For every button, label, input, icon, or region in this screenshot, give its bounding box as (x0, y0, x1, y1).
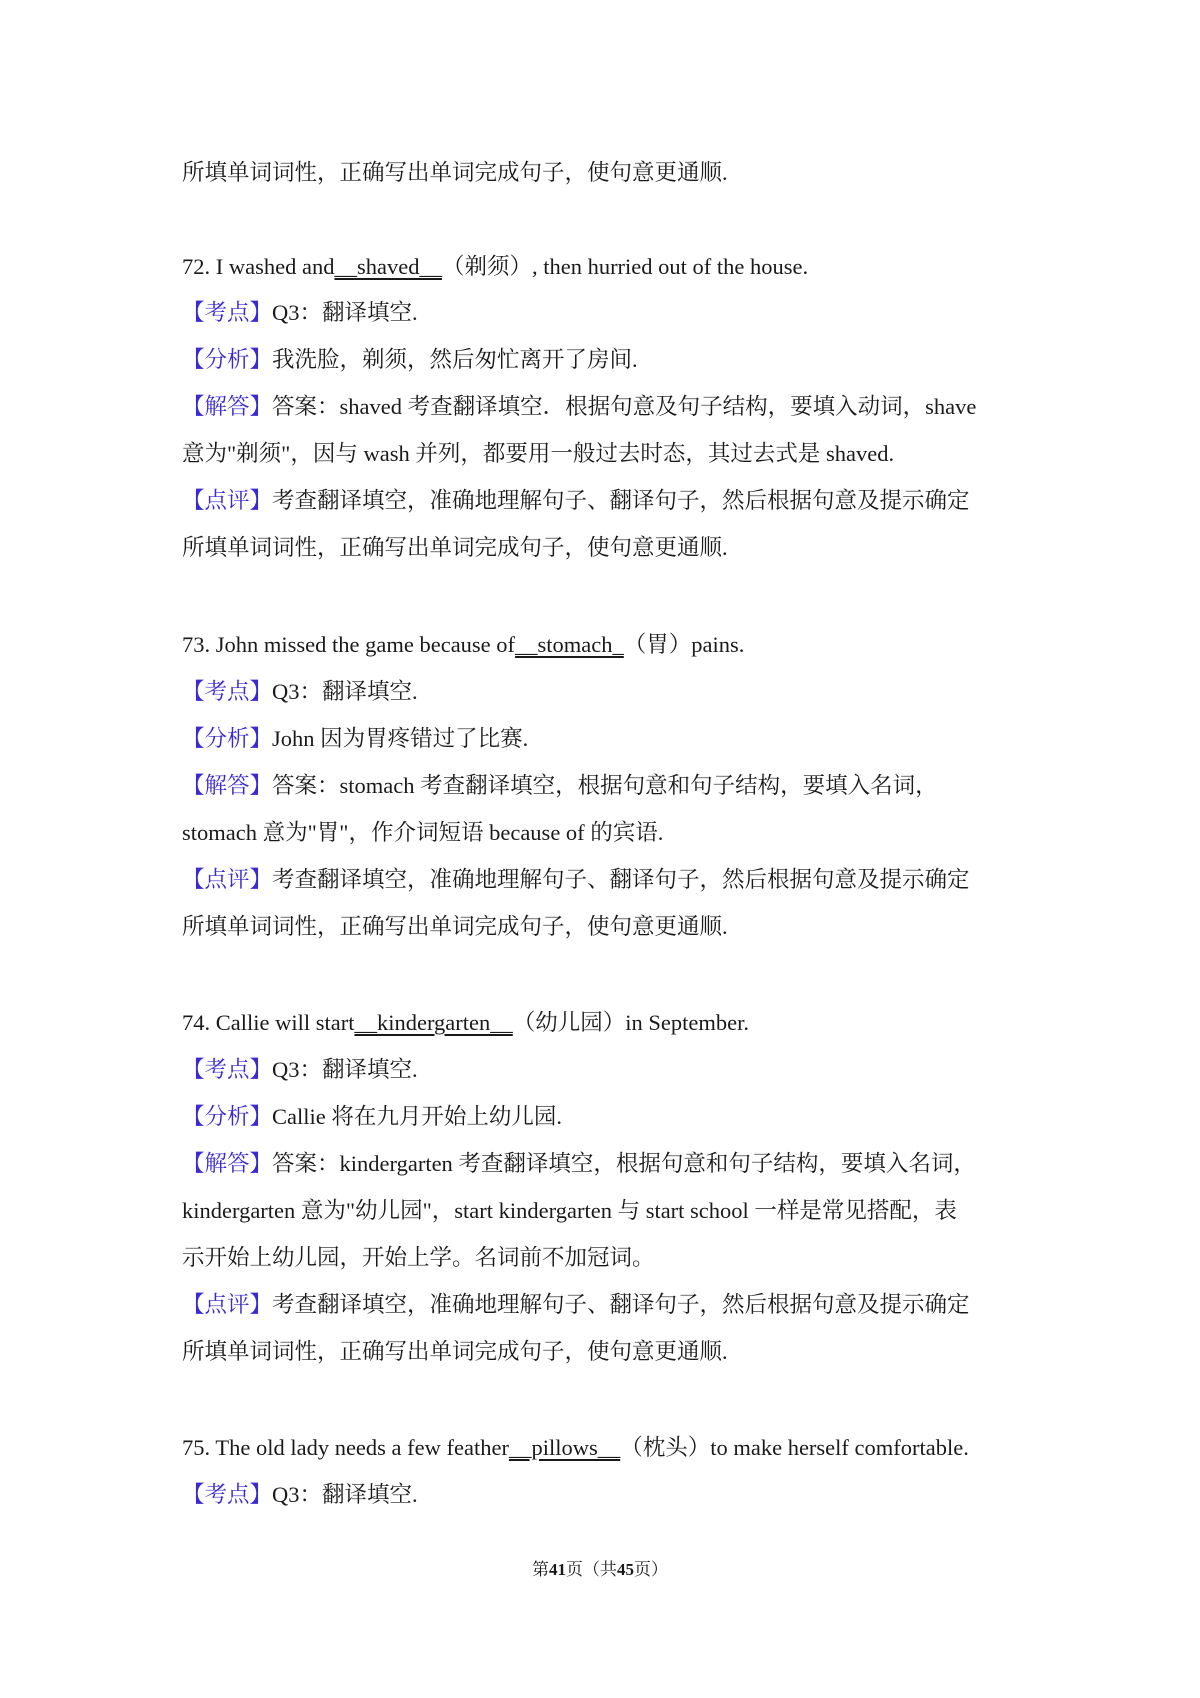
total-page-number: 45 (617, 1560, 634, 1579)
tag-dianping: 【点评】 (182, 867, 273, 892)
dianping-72: 【点评】考查翻译填空，准确地理解句子、翻译句子，然后根据句意及提示确定 (182, 488, 970, 513)
current-page-number: 41 (549, 1560, 566, 1579)
tag-jieda: 【解答】 (182, 394, 273, 419)
dianping-73: 【点评】考查翻译填空，准确地理解句子、翻译句子，然后根据句意及提示确定 (182, 867, 970, 892)
answer-blank-72: __shaved__ (334, 254, 442, 279)
question-74: 74. Callie will start__kindergarten__（幼儿园）in September. (182, 1010, 750, 1035)
fenxi-73: 【分析】John 因为胃疼错过了比赛. (182, 726, 529, 751)
fenxi-72: 【分析】我洗脸，剃须，然后匆忙离开了房间. (182, 347, 638, 372)
dianping-72-cont: 所填单词词性，正确写出单词完成句子，使句意更通顺. (182, 535, 728, 560)
tag-fenxi: 【分析】 (182, 347, 273, 372)
kaodian-75: 【考点】Q3：翻译填空. (182, 1482, 418, 1507)
jieda-74-cont: kindergarten 意为"幼儿园"，start kindergarten 与 start school 一样是常见搭配，表 (182, 1198, 957, 1223)
fenxi-74: 【分析】Callie 将在九月开始上幼儿园. (182, 1104, 563, 1129)
tag-kaodian: 【考点】 (182, 1057, 273, 1082)
tag-jieda: 【解答】 (182, 1151, 273, 1176)
tag-kaodian: 【考点】 (182, 1482, 273, 1507)
dianping-74-cont: 所填单词词性，正确写出单词完成句子，使句意更通顺. (182, 1339, 728, 1364)
page-footer: 第41页（共45页） (532, 1560, 668, 1579)
kaodian-74: 【考点】Q3：翻译填空. (182, 1057, 418, 1082)
tag-dianping: 【点评】 (182, 1292, 273, 1317)
tag-kaodian: 【考点】 (182, 679, 273, 704)
answer-blank-75: __pillows__ (508, 1435, 621, 1460)
jieda-74-cont2: 示开始上幼儿园，开始上学。名词前不加冠词。 (182, 1245, 655, 1270)
dianping-74: 【点评】考查翻译填空，准确地理解句子、翻译句子，然后根据句意及提示确定 (182, 1292, 970, 1317)
jieda-72-cont: 意为"剃须"，因与 wash 并列，都要用一般过去时态，其过去式是 shaved. (182, 441, 895, 466)
question-73: 73. John missed the game because of__stomach_（胃）pains. (182, 632, 745, 657)
jieda-74: 【解答】答案：kindergarten 考查翻译填空，根据句意和句子结构，要填入名词， (182, 1151, 976, 1176)
tag-fenxi: 【分析】 (182, 1104, 273, 1129)
tag-kaodian: 【考点】 (182, 300, 273, 325)
comment-continued: 所填单词词性，正确写出单词完成句子，使句意更通顺. (182, 160, 728, 185)
question-75: 75. The old lady needs a few feather__pillows__（枕头）to make herself comfortable. (182, 1435, 969, 1460)
jieda-73-cont: stomach 意为"胃"，作介词短语 because of 的宾语. (182, 820, 664, 845)
tag-fenxi: 【分析】 (182, 726, 273, 751)
kaodian-73: 【考点】Q3：翻译填空. (182, 679, 418, 704)
jieda-72: 【解答】答案：shaved 考查翻译填空．根据句意及句子结构，要填入动词，shave (182, 394, 977, 419)
answer-blank-73: __stomach_ (515, 632, 624, 657)
tag-dianping: 【点评】 (182, 488, 273, 513)
jieda-73: 【解答】答案：stomach 考查翻译填空，根据句意和句子结构，要填入名词， (182, 773, 938, 798)
answer-blank-74: __kindergarten__ (354, 1010, 513, 1035)
kaodian-72: 【考点】Q3：翻译填空. (182, 300, 418, 325)
dianping-73-cont: 所填单词词性，正确写出单词完成句子，使句意更通顺. (182, 914, 728, 939)
question-72: 72. I washed and__shaved__（剃须）, then hurried out of the house. (182, 254, 809, 279)
tag-jieda: 【解答】 (182, 773, 273, 798)
